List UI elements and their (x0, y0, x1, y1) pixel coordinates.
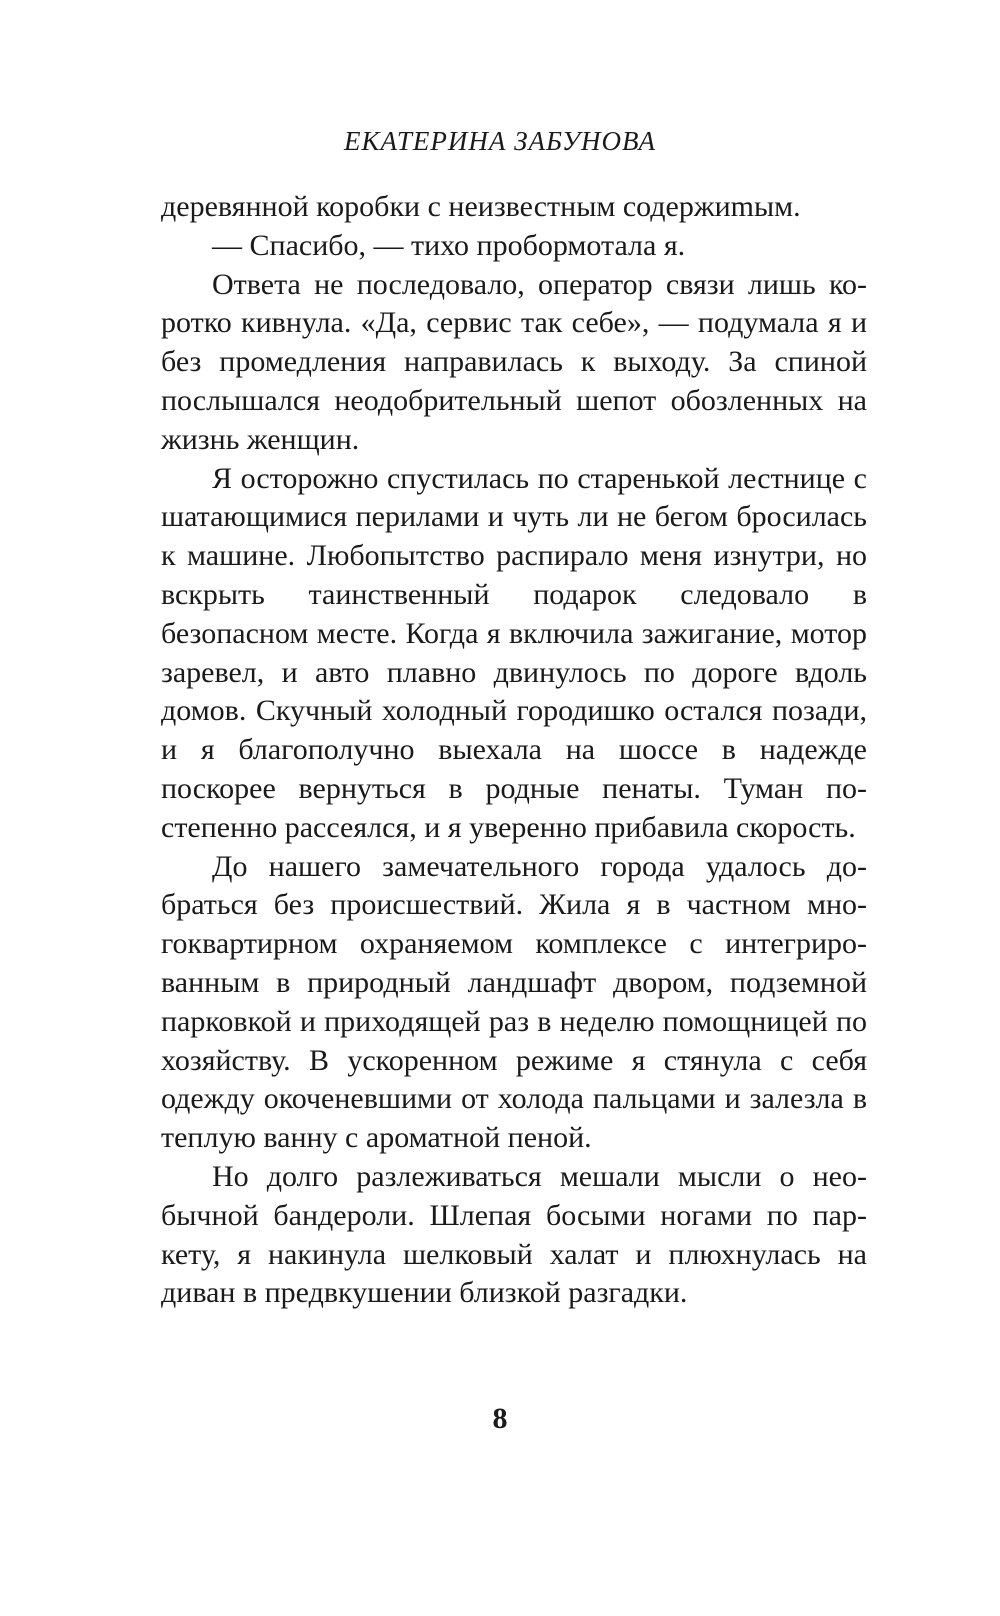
body-text (161, 188, 867, 1313)
paragraph: Но долго разлеживаться мешали мысли о необычной бандероли. Шлепая босыми ногами по паркету, я накинула шелковый халат и плюхнулась на диван в предвкушении близкой разгадки. (161, 1159, 867, 1310)
running-head-author: ЕКАТЕРИНА ЗАБУНОВА (344, 126, 656, 156)
page-number: 8 (492, 1402, 508, 1435)
paragraph: Я осторожно спустилась по старенькой лестнице с шатающимися перилами и чуть ли не бегом бросилась к машине. Любопытство распирало меня изнутри, но вскрыть таинственный подарок следовало в безопасном месте. Когда я включила зажигание, мотор заревел, и авто плавно двинулось по дороге вдоль домов. Скучный холодный городишко остался позади, и я благополучно выехала на шоссе в надежде поскорее вернуться в родные пенаты. Туман постепенно рассеялся, и я уверенно прибавила скорость. (161, 461, 867, 844)
paragraph: Ответа не последовало, оператор связи лишь коротко кивнула. «Да, сервис так себе», — подумала я и без промедления направилась к выходу. За спиной послышался неодобрительный шепот обозленных на жизнь женщин. (161, 267, 867, 456)
paragraph-continuation: деревянной коробки с неизвестным содержиmым. (161, 190, 801, 223)
paragraph-dialogue: — Спасибо, — тихо пробормотала я. (212, 228, 686, 262)
paragraph: До нашего замечательного города удалось добраться без происшествий. Жила я в частном многоквартирном охраняемом комплексе с интегрированным в природный ландшафт двором, подземной парковкой и приходящей раз в неделю помощницей по хозяйству. В ускоренном режиме я стянула с себя одежду окоченевшими от холода пальцами и залезла в теплую ванну с ароматной пеной. (161, 849, 867, 1155)
